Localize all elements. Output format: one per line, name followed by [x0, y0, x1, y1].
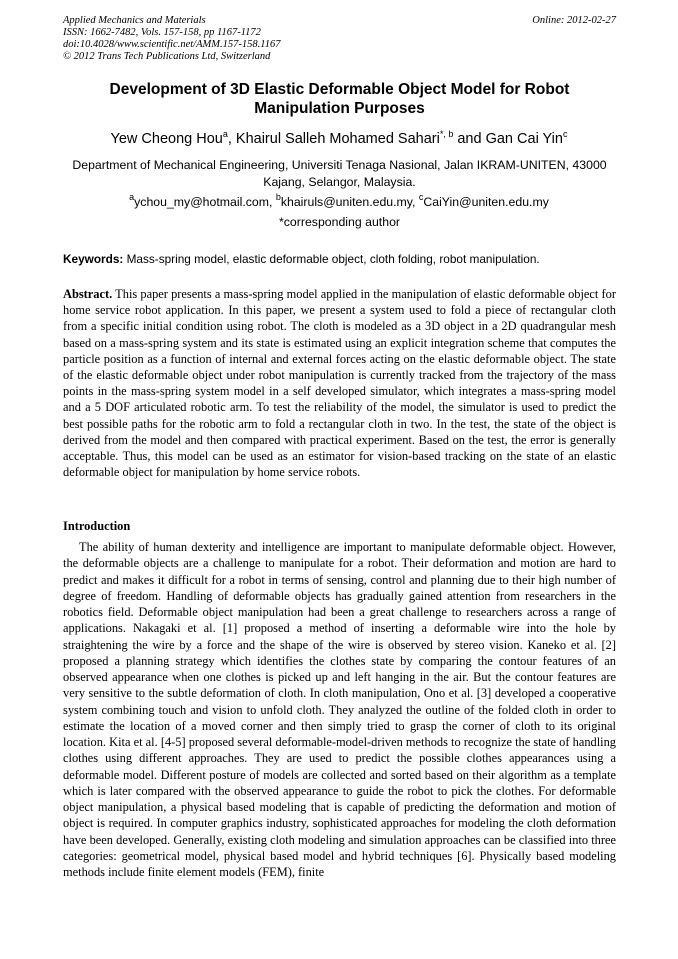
author-list	[40, 130, 638, 148]
abstract	[63, 286, 616, 480]
email-superscript: b	[275, 192, 281, 202]
keywords-label: Keywords:	[63, 252, 124, 266]
copyright-line: © 2012 Trans Tech Publications Ltd, Switzerland	[63, 51, 271, 62]
email-address: CaiYin@uniten.edu.my	[423, 195, 549, 209]
introduction-paragraph: The ability of human dexterity and intelligence are important to manipulate deformable object. However, the deformable objects are a challenge to manipulate for a robot. Their deformation and motion are hard to predict and makes it difficult for a robot in terms of sensing, control and planning due to their high number of degree of freedom. Handling of deformable objects has gradually gained attention from researchers in the robotics field. Deformable object manipulation had been a great challenge to researchers across a range of applications. Nakagaki et al. [1] proposed a method of inserting a deformable wire into the hole by straightening the wire by a force and the shape of the wire is observed by stereo vision. Kaneko et al. [2] proposed a planning strategy which identifies the clothes state by comparing the contour features of an observed appearance when one clothes is picked up and left hanging in the air. But the contour features are very sensitive to the subtle deformation of cloth. In cloth manipulation, Ono et al. [3] developed a cooperative system combining touch and vision to unfold cloth. They analyzed the outline of the folded cloth in order to estimate the location of a moved corner and then simply tried to grasp the corner of cloth to its original location. Kita et al. [4-5] proposed several deformable-model-driven methods to recognize the state of handling clothes using different approaches. They are used to predict the possible clothes appearances using a deformable model. Different posture of models are collected and sorted based on their algorithm as a template which is later compared with the observed appearance to guide the robot to pick the clothes. For deformable object manipulation, a physical based modeling that is capable of predicting the deformation and motion of object is required. In computer graphics industry, sophisticated approaches for modeling the cloth deformation have been developed. Generally, existing cloth modeling and simulation approaches can be classified into three categories: geometrical model, physical based model and hybrid techniques [6]. Physically based modeling methods include finite element models (FEM), finite	[63, 540, 616, 879]
section-heading-introduction: Introduction	[63, 519, 131, 533]
author-name: Gan Cai Yin	[485, 131, 563, 147]
issn-line: ISSN: 1662-7482, Vols. 157-158, pp 1167-1172	[63, 27, 261, 38]
author-name: Yew Cheong Hou	[110, 131, 223, 147]
email-address: khairuls@uniten.edu.my,	[280, 195, 419, 209]
journal-name: Applied Mechanics and Materials	[63, 15, 206, 26]
author-separator: ,	[227, 131, 236, 147]
keywords	[63, 251, 623, 267]
journal-header	[63, 15, 616, 63]
author-superscript: *, b	[439, 129, 454, 139]
abstract-text: This paper presents a mass-spring model applied in the manipulation of elastic deformable object for home service robot application. In this paper, we present a system used to fold a piece of rectangular cloth from a specific initial condition using robot. The cloth is modeled as a 3D object in a 2D quadrangular mesh based on a mass-spring system and its state is estimated using an explicit integration scheme that computes the particle position as a function of internal and external forces acting on the elastic deformable object. The state of the elastic deformable object under robot manipulation is currently tracked from the trajectory of the mass points in the mass-spring system model in a self developed simulator, which integrates a mass-spring model and a 5 DOF articulated robotic arm. To test the reliability of the model, the simulator is used to predict the best possible paths for the robotic arm to fold a rectangular cloth in two. In the test, the state of the object is derived from the model and then compared with practical experiment. Based on the test, the error is generally acceptable. Thus, this model can be used as an estimator for vision-based tracking on the state of an elastic deformable object for manipulation by home service robots.	[63, 287, 616, 480]
author-superscript: a	[222, 129, 228, 139]
email-superscript: c	[418, 192, 424, 202]
author-name: Khairul Salleh Mohamed Sahari	[235, 131, 440, 147]
paper-title: Development of 3D Elastic Deformable Object Model for Robot Manipulation Purposes	[109, 81, 570, 117]
email-list	[40, 194, 638, 211]
affiliation: Department of Mechanical Engineering, Universiti Tenaga Nasional, Jalan IKRAM-UNITEN, 43000 Kajang, Selangor, Malaysia.	[72, 158, 607, 189]
email-address: ychou_my@hotmail.com,	[134, 195, 276, 209]
author-separator: and	[453, 131, 486, 147]
abstract-label: Abstract.	[63, 287, 113, 301]
corresponding-author-note: *corresponding author	[279, 215, 400, 229]
doi-line: doi:10.4028/www.scientific.net/AMM.157-158.1167	[63, 39, 281, 50]
email-superscript: a	[129, 192, 135, 202]
author-superscript: c	[562, 129, 568, 139]
keywords-text: Mass-spring model, elastic deformable object, cloth folding, robot manipulation.	[123, 252, 540, 266]
online-date: Online: 2012-02-27	[532, 15, 616, 26]
